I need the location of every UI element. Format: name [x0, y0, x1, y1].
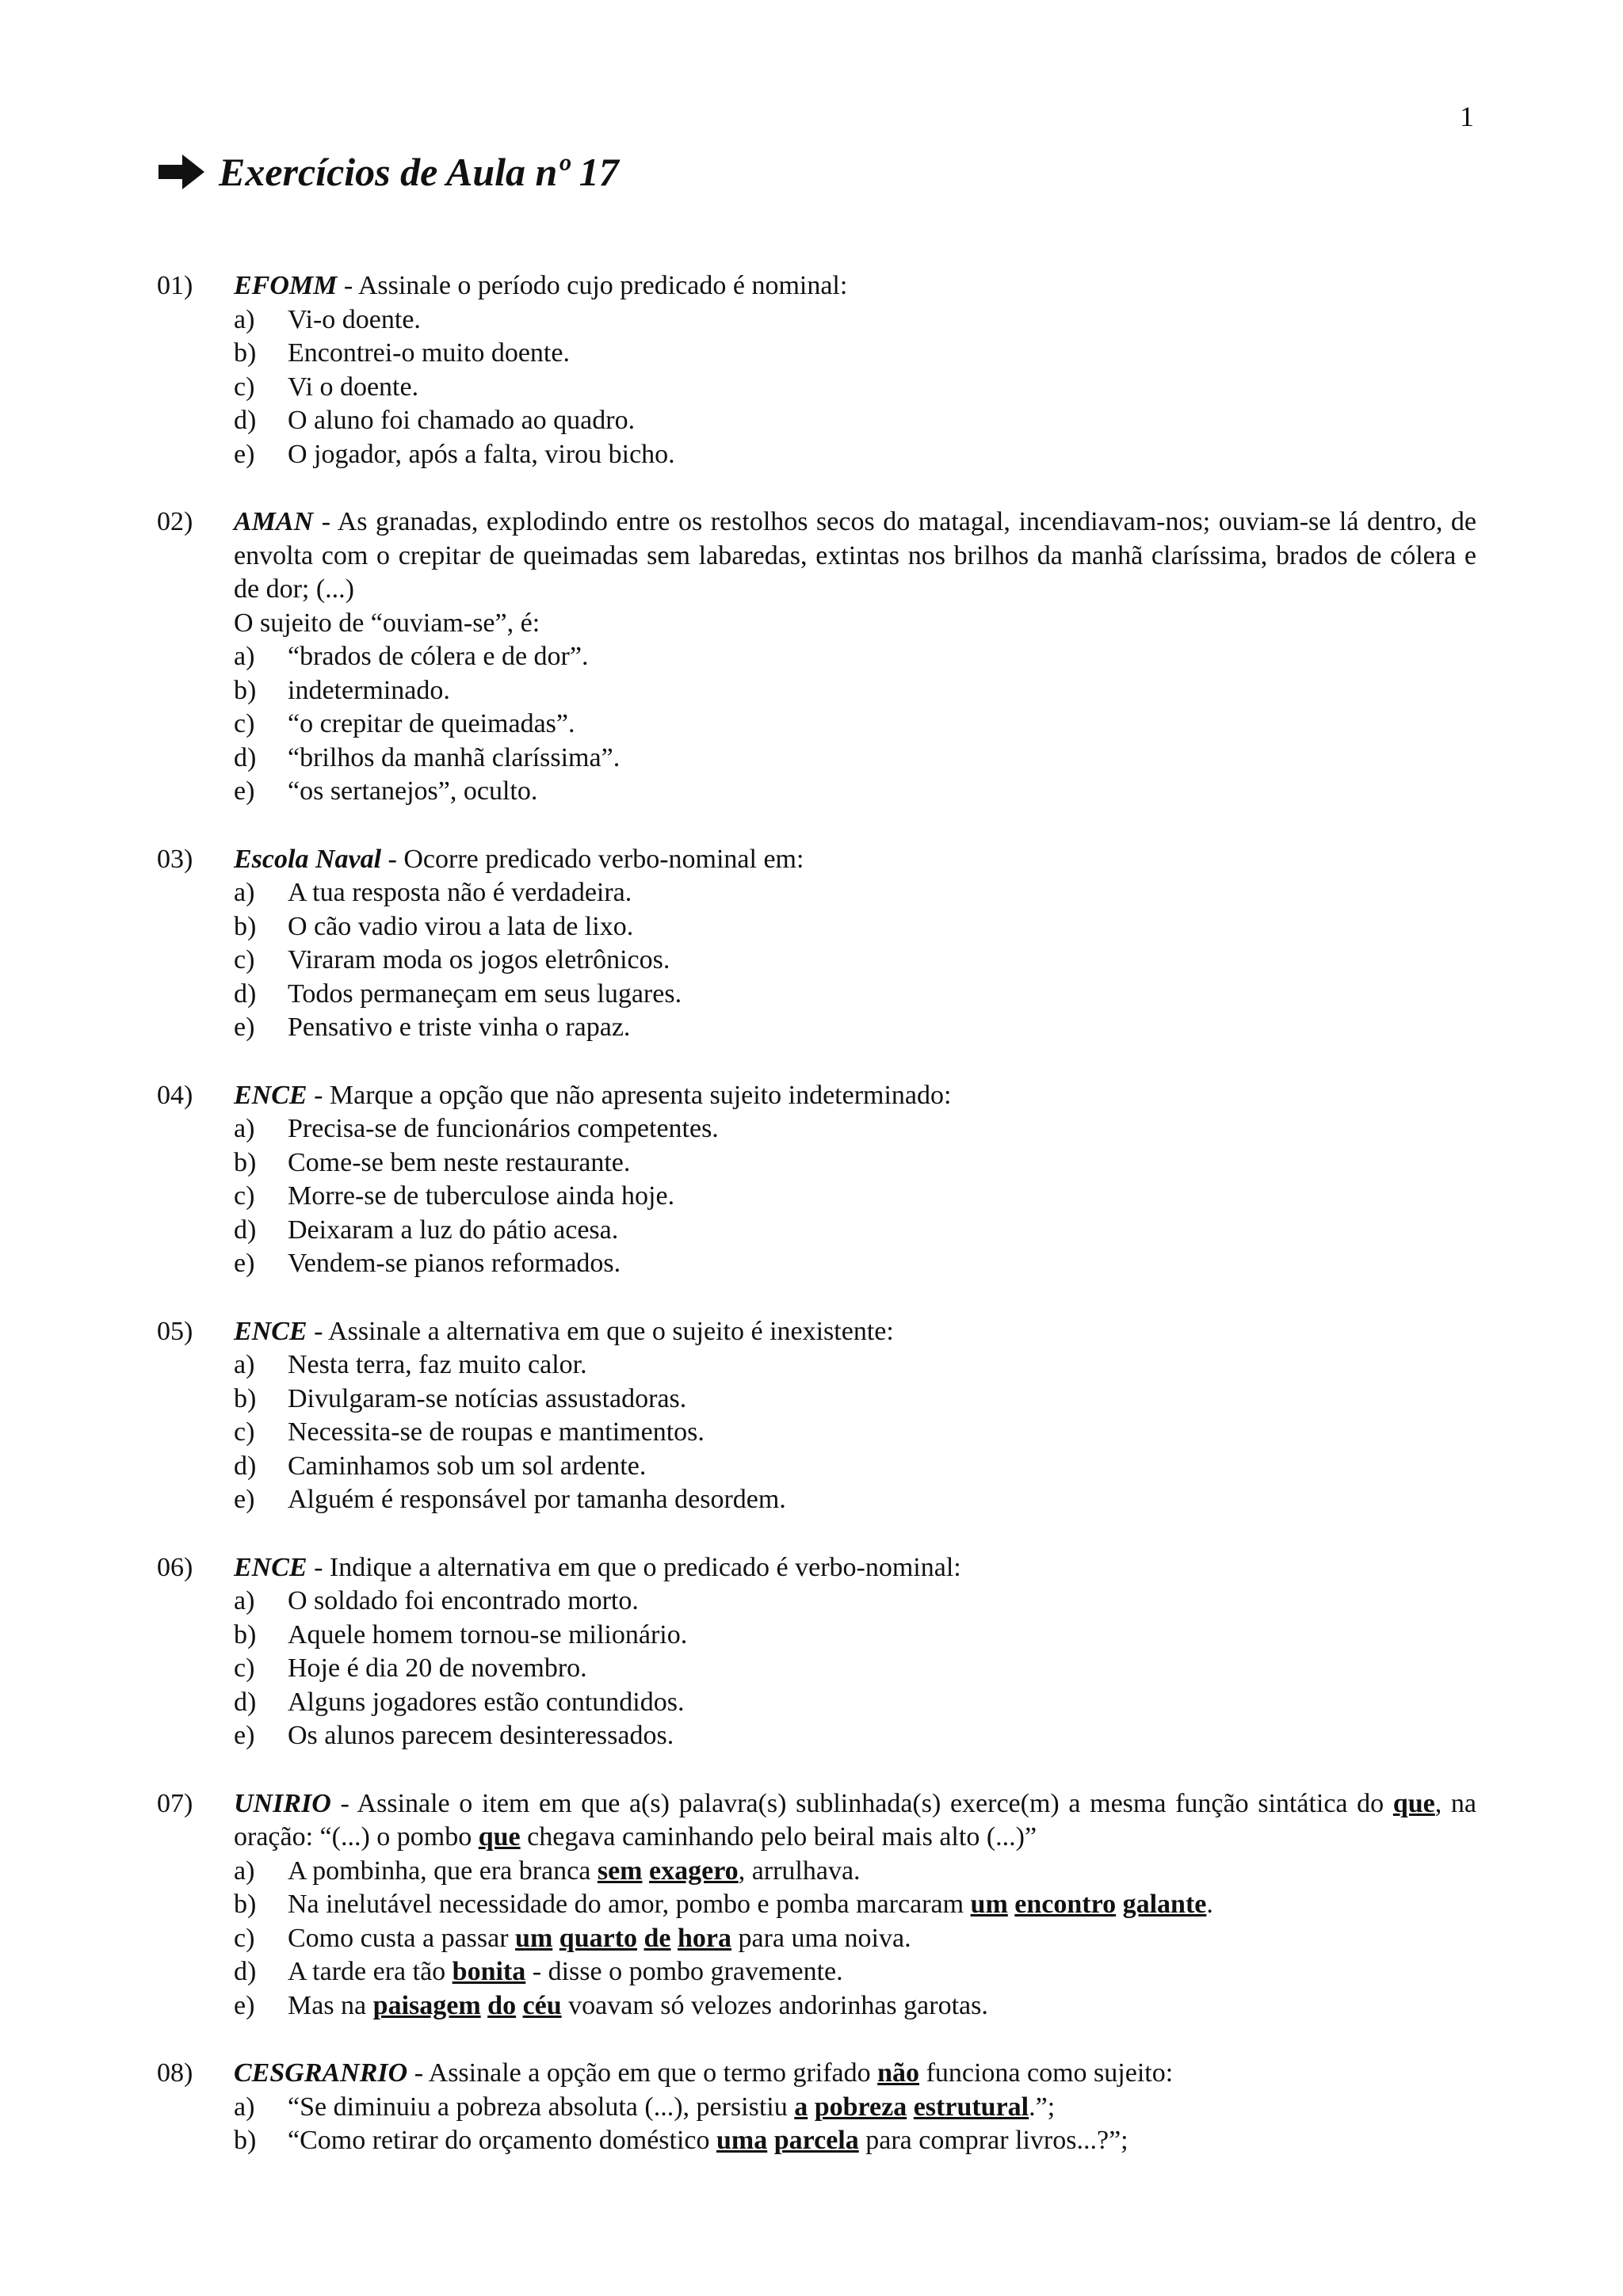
- option-text: [288, 1011, 1476, 1045]
- option-text: [288, 1180, 1476, 1214]
- option-letter: b): [234, 1619, 257, 1650]
- text-run: - Marque a opção que não apresenta sujeito indeterminado:: [307, 1080, 952, 1110]
- option-text: [288, 1855, 1476, 1889]
- text-run: Na inelutável necessidade do amor, pombo e pomba marcaram: [288, 1890, 971, 1919]
- exam-source: Escola Naval: [234, 844, 382, 874]
- question-number: 03): [157, 844, 193, 874]
- option-letter: c): [234, 1181, 255, 1211]
- option-text: [288, 1483, 1476, 1517]
- option-text: [288, 978, 1476, 1012]
- text-run: indeterminado.: [288, 675, 450, 705]
- option-letter: d): [234, 406, 257, 435]
- option-letter: a): [234, 878, 255, 907]
- question-number: 04): [157, 1080, 193, 1110]
- answer-options: [234, 303, 1476, 472]
- answer-options: [234, 1112, 1476, 1281]
- text-run: - Ocorre predicado verbo-nominal em:: [381, 844, 804, 874]
- text-run: Necessita-se de roupas e mantimentos.: [288, 1417, 705, 1447]
- text-run: para comprar livros...?”;: [858, 2126, 1128, 2155]
- option-letter: e): [234, 439, 255, 469]
- text-run: [767, 2126, 774, 2155]
- question-number: 08): [157, 2058, 193, 2088]
- answer-option: [234, 978, 1476, 1012]
- option-text: [288, 1214, 1476, 1248]
- exam-source: ENCE: [234, 1316, 307, 1346]
- answer-options: [234, 2091, 1476, 2158]
- text-run: [552, 1924, 559, 1953]
- option-text: [288, 1652, 1476, 1686]
- option-letter: a): [234, 1350, 255, 1379]
- question-body: [234, 2057, 1476, 2158]
- page-title-text: Exercícios de Aula nº 17: [219, 150, 619, 194]
- text-run: [671, 1924, 678, 1953]
- option-text: [288, 1619, 1476, 1653]
- question-stem: [234, 2057, 1476, 2091]
- text-run: Alguns jogadores estão contundidos.: [288, 1687, 685, 1717]
- question-item: [0, 1315, 1623, 1517]
- right-arrow-icon: [158, 154, 204, 189]
- highlighted-term: que: [1392, 1788, 1435, 1818]
- question-body: [234, 1315, 1476, 1517]
- question-item: [0, 2057, 1623, 2158]
- highlighted-term: um: [970, 1890, 1008, 1919]
- option-text: [288, 674, 1476, 708]
- text-run: [637, 1924, 644, 1953]
- option-letter: b): [234, 675, 257, 705]
- answer-option: [234, 1989, 1476, 2023]
- answer-option: [234, 1483, 1476, 1517]
- text-run: Divulgaram-se notícias assustadoras.: [288, 1383, 687, 1413]
- highlighted-term: um: [515, 1923, 553, 1953]
- option-text: [288, 2124, 1476, 2158]
- text-run: [516, 1991, 523, 2020]
- answer-option: [234, 1450, 1476, 1484]
- text-run: Mas na: [288, 1990, 373, 2020]
- question-number: 07): [157, 1788, 193, 1818]
- text-run: - Assinale o item em que a(s) palavra(s) sublinhada(s) exerce(m) a mesma função sintática do: [330, 1788, 1393, 1818]
- text-run: “Como retirar do orçamento doméstico: [288, 2126, 716, 2155]
- question-stem: [234, 269, 1476, 303]
- text-run: - disse o pombo gravemente.: [525, 1957, 843, 1986]
- answer-option: [234, 1011, 1476, 1045]
- exam-source: ENCE: [234, 1080, 307, 1110]
- answer-option: [234, 1383, 1476, 1417]
- answer-option: [234, 944, 1476, 978]
- option-letter: d): [234, 1957, 257, 1986]
- highlighted-term: exagero: [649, 1855, 739, 1886]
- question-stem: [234, 843, 1476, 877]
- option-letter: b): [234, 911, 257, 941]
- option-letter: b): [234, 1383, 257, 1413]
- text-run: - Assinale a alternativa em que o sujeito é inexistente:: [307, 1316, 894, 1346]
- text-run: .: [1206, 1890, 1213, 1919]
- text-run: Vendem-se pianos reformados.: [288, 1249, 621, 1278]
- text-run: [643, 1856, 650, 1886]
- option-text: [288, 1922, 1476, 1956]
- question-body: [234, 1551, 1476, 1753]
- exam-source: AMAN: [234, 507, 314, 536]
- text-run: [1116, 1890, 1123, 1919]
- answer-option: [234, 775, 1476, 809]
- option-letter: b): [234, 1147, 257, 1177]
- answer-option: [234, 1416, 1476, 1450]
- question-number: 01): [157, 271, 193, 300]
- text-run: voavam só velozes andorinhas garotas.: [561, 1990, 988, 2020]
- text-run: Nesta terra, faz muito calor.: [288, 1350, 587, 1379]
- text-run: Come-se bem neste restaurante.: [288, 1147, 631, 1177]
- option-text: [288, 1989, 1476, 2023]
- text-run: [481, 1991, 488, 2020]
- option-letter: e): [234, 776, 255, 806]
- highlighted-term: parcela: [773, 2126, 859, 2155]
- text-run: O cão vadio virou a lata de lixo.: [288, 911, 634, 941]
- text-run: .”;: [1029, 2092, 1056, 2122]
- question-item: [0, 269, 1623, 471]
- option-text: [288, 876, 1476, 910]
- option-text: [288, 337, 1476, 371]
- highlighted-term: encontro: [1014, 1890, 1117, 1919]
- answer-option: [234, 1180, 1476, 1214]
- text-run: Como custa a passar: [288, 1923, 516, 1953]
- text-run: Caminhamos sob um sol ardente.: [288, 1451, 647, 1481]
- text-run: “os sertanejos”, oculto.: [288, 776, 538, 806]
- text-run: O soldado foi encontrado morto.: [288, 1586, 639, 1615]
- question-body: [234, 269, 1476, 471]
- highlighted-term: galante: [1122, 1890, 1207, 1919]
- highlighted-term: hora: [678, 1923, 732, 1953]
- question-item: [0, 1551, 1623, 1753]
- highlighted-term: sem: [597, 1855, 643, 1886]
- text-run: Pensativo e triste vinha o rapaz.: [288, 1013, 631, 1042]
- answer-option: [234, 876, 1476, 910]
- option-letter: e): [234, 1721, 255, 1750]
- highlighted-term: céu: [522, 1990, 562, 2020]
- option-text: [288, 404, 1476, 438]
- option-letter: d): [234, 1687, 257, 1717]
- answer-option: [234, 371, 1476, 405]
- exam-source: CESGRANRIO: [234, 2058, 408, 2088]
- text-run: “o crepitar de queimadas”.: [288, 709, 575, 738]
- option-text: [288, 775, 1476, 809]
- highlighted-term: estrutural: [913, 2092, 1029, 2122]
- text-run: Viraram moda os jogos eletrônicos.: [288, 945, 670, 974]
- answer-option: [234, 1955, 1476, 1989]
- answer-option: [234, 1922, 1476, 1956]
- option-letter: d): [234, 742, 257, 772]
- option-text: [288, 1348, 1476, 1383]
- text-run: “Se diminuiu a pobreza absoluta (...), persistiu: [288, 2092, 795, 2122]
- answer-option: [234, 404, 1476, 438]
- page-title: [158, 149, 619, 195]
- answer-options: [234, 1585, 1476, 1753]
- text-run: Todos permaneçam em seus lugares.: [288, 978, 682, 1009]
- text-run: [808, 2092, 815, 2122]
- option-letter: c): [234, 945, 255, 974]
- option-text: [288, 1585, 1476, 1619]
- page-number: 1: [1460, 101, 1474, 132]
- question-list: [0, 269, 1623, 2192]
- text-run: Encontrei-o muito doente.: [288, 338, 570, 368]
- option-letter: d): [234, 978, 257, 1009]
- text-run: O aluno foi chamado ao quadro.: [288, 406, 636, 435]
- option-text: [288, 707, 1476, 742]
- option-text: [288, 1686, 1476, 1720]
- option-letter: a): [234, 2092, 255, 2122]
- option-text: [288, 438, 1476, 472]
- question-item: [0, 505, 1623, 809]
- answer-option: [234, 1855, 1476, 1889]
- answer-option: [234, 1112, 1476, 1146]
- option-text: [288, 2091, 1476, 2125]
- question-stem: [234, 1551, 1476, 1585]
- text-run: Os alunos parecem desinteressados.: [288, 1721, 674, 1750]
- answer-options: [234, 1855, 1476, 2023]
- answer-option: [234, 742, 1476, 776]
- question-body: [234, 1787, 1476, 2023]
- text-run: A tarde era tão: [288, 1957, 453, 1986]
- option-text: [288, 640, 1476, 674]
- answer-option: [234, 1719, 1476, 1753]
- answer-option: [234, 1585, 1476, 1619]
- option-letter: e): [234, 1990, 255, 2020]
- question-number: 06): [157, 1552, 193, 1582]
- option-letter: b): [234, 1890, 257, 1919]
- highlighted-term: uma: [716, 2126, 768, 2155]
- text-run: “brilhos da manhã claríssima”.: [288, 742, 621, 772]
- highlighted-term: não: [877, 2058, 920, 2088]
- text-run: Morre-se de tuberculose ainda hoje.: [288, 1181, 675, 1211]
- text-run: Alguém é responsável por tamanha desordem.: [288, 1485, 786, 1514]
- question-stem: [234, 1787, 1476, 1855]
- text-run: chegava caminhando pelo beiral mais alto (...)”: [520, 1822, 1037, 1852]
- text-run: Vi o doente.: [288, 372, 419, 402]
- text-run: [1008, 1890, 1015, 1919]
- option-letter: e): [234, 1485, 255, 1514]
- text-run: O jogador, após a falta, virou bicho.: [288, 439, 675, 469]
- option-text: [288, 910, 1476, 944]
- option-letter: a): [234, 642, 255, 671]
- option-text: [288, 1450, 1476, 1484]
- answer-options: [234, 1348, 1476, 1517]
- text-run: “brados de cólera e de dor”.: [288, 642, 589, 671]
- answer-option: [234, 303, 1476, 338]
- text-run: [907, 2092, 914, 2122]
- option-letter: b): [234, 2126, 257, 2155]
- answer-options: [234, 640, 1476, 809]
- option-letter: c): [234, 709, 255, 738]
- answer-option: [234, 438, 1476, 472]
- option-text: [288, 1383, 1476, 1417]
- text-run: Deixaram a luz do pátio acesa.: [288, 1215, 619, 1245]
- option-letter: a): [234, 1586, 255, 1615]
- option-letter: a): [234, 304, 255, 334]
- option-letter: c): [234, 1653, 255, 1683]
- option-letter: e): [234, 1249, 255, 1278]
- option-text: [288, 1955, 1476, 1989]
- highlighted-term: do: [487, 1990, 517, 2020]
- highlighted-term: pobreza: [814, 2092, 907, 2122]
- option-text: [288, 371, 1476, 405]
- option-letter: c): [234, 1417, 255, 1447]
- question-stem: [234, 1079, 1476, 1113]
- option-letter: b): [234, 338, 257, 368]
- text-run: Vi-o doente.: [288, 304, 421, 334]
- answer-option: [234, 1214, 1476, 1248]
- answer-option: [234, 1888, 1476, 1922]
- text-run: Precisa-se de funcionários competentes.: [288, 1114, 719, 1143]
- exam-source: ENCE: [234, 1552, 307, 1582]
- option-text: [288, 742, 1476, 776]
- option-text: [288, 1719, 1476, 1753]
- option-letter: a): [234, 1114, 255, 1143]
- option-text: [288, 1416, 1476, 1450]
- answer-option: [234, 2124, 1476, 2158]
- answer-option: [234, 1146, 1476, 1180]
- highlighted-term: quarto: [559, 1923, 638, 1953]
- option-letter: d): [234, 1215, 257, 1245]
- question-number: 05): [157, 1316, 193, 1346]
- option-text: [288, 1247, 1476, 1281]
- question-item: [0, 1079, 1623, 1281]
- answer-options: [234, 876, 1476, 1045]
- text-run: - Indique a alternativa em que o predicado é verbo-nominal:: [307, 1552, 961, 1582]
- option-text: [288, 303, 1476, 338]
- question-body: [234, 843, 1476, 1045]
- answer-option: [234, 640, 1476, 674]
- highlighted-term: de: [643, 1923, 671, 1953]
- question-item: [0, 1787, 1623, 2023]
- question-body: [234, 505, 1476, 809]
- question-body: [234, 1079, 1476, 1281]
- answer-option: [234, 2091, 1476, 2125]
- option-text: [288, 1888, 1476, 1922]
- option-letter: d): [234, 1451, 257, 1481]
- question-stem: [234, 505, 1476, 607]
- answer-option: [234, 1348, 1476, 1383]
- highlighted-term: paisagem: [372, 1990, 481, 2020]
- answer-option: [234, 337, 1476, 371]
- highlighted-term: que: [478, 1822, 521, 1852]
- text-run: Aquele homem tornou-se milionário.: [288, 1619, 688, 1650]
- text-run: , na oração: “(...) o pombo: [234, 1788, 1476, 1852]
- answer-option: [234, 1652, 1476, 1686]
- text-run: funciona como sujeito:: [919, 2058, 1174, 2088]
- option-letter: e): [234, 1013, 255, 1042]
- exam-source: EFOMM: [234, 271, 338, 300]
- text-run: A tua resposta não é verdadeira.: [288, 878, 632, 907]
- option-letter: c): [234, 1923, 255, 1953]
- answer-option: [234, 910, 1476, 944]
- text-run: A pombinha, que era branca: [288, 1855, 598, 1886]
- text-run: - As granadas, explodindo entre os restolhos secos do matagal, incendiavam-nos; ouviam-se lá dentro, de envolta com o crepitar de queimadas sem labaredas, extintas nos brilhos da manhã claríssima, brados de cólera e de dor; (...): [234, 507, 1476, 604]
- text-run: para uma noiva.: [731, 1923, 911, 1953]
- answer-option: [234, 1619, 1476, 1653]
- answer-option: [234, 1247, 1476, 1281]
- highlighted-term: bonita: [452, 1957, 526, 1986]
- question-prompt: O sujeito de “ouviam-se”, é:: [234, 608, 540, 638]
- text-run: - Assinale o período cujo predicado é nominal:: [337, 271, 848, 300]
- question-number: 02): [157, 507, 193, 536]
- answer-option: [234, 674, 1476, 708]
- question-item: [0, 843, 1623, 1045]
- text-run: - Assinale a opção em que o termo grifado: [407, 2058, 878, 2088]
- option-text: [288, 1112, 1476, 1146]
- answer-option: [234, 1686, 1476, 1720]
- text-run: Hoje é dia 20 de novembro.: [288, 1653, 587, 1683]
- text-run: , arrulhava.: [738, 1855, 861, 1886]
- exam-source: UNIRIO: [234, 1788, 331, 1818]
- option-letter: a): [234, 1855, 255, 1886]
- highlighted-term: a: [794, 2092, 808, 2122]
- option-letter: c): [234, 372, 255, 402]
- option-text: [288, 1146, 1476, 1180]
- answer-option: [234, 707, 1476, 742]
- option-text: [288, 944, 1476, 978]
- question-stem: [234, 1315, 1476, 1349]
